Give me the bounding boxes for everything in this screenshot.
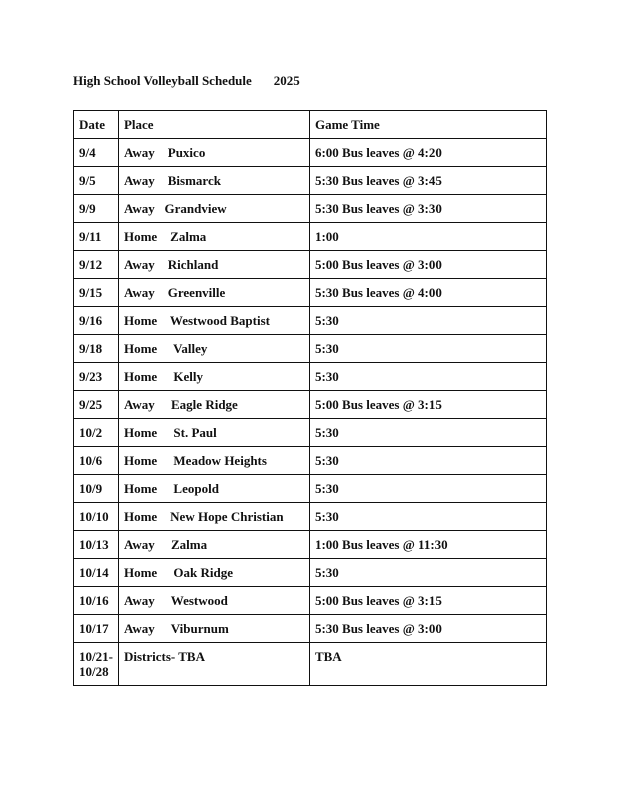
place-cell: Home Zalma [118, 223, 309, 251]
table-row [74, 195, 547, 223]
game-time-cell: 5:30 Bus leaves @ 3:00 [309, 615, 546, 643]
place-cell: Away Bismarck [118, 167, 309, 195]
date-cell: 10/17 [74, 615, 119, 643]
game-time-cell: 6:00 Bus leaves @ 4:20 [309, 139, 546, 167]
table-row [74, 447, 547, 475]
date-cell: 9/23 [74, 363, 119, 391]
date-cell: 10/16 [74, 587, 119, 615]
game-time-cell: 5:30 [309, 307, 546, 335]
table-row [74, 335, 547, 363]
date-cell: 9/15 [74, 279, 119, 307]
table-row [74, 419, 547, 447]
table-row [74, 363, 547, 391]
game-time-cell: 1:00 [309, 223, 546, 251]
game-time-cell: 5:30 [309, 503, 546, 531]
table-row [74, 475, 547, 503]
date-cell: 10/9 [74, 475, 119, 503]
table-row [74, 167, 547, 195]
column-header-place: Place [118, 111, 309, 139]
table-row [74, 643, 547, 686]
date-cell: 9/9 [74, 195, 119, 223]
game-time-cell: 5:30 [309, 447, 546, 475]
game-time-cell: 5:30 [309, 335, 546, 363]
game-time-cell: 5:30 Bus leaves @ 4:00 [309, 279, 546, 307]
date-cell: 10/14 [74, 559, 119, 587]
place-cell: Away Zalma [118, 531, 309, 559]
place-cell: Away Viburnum [118, 615, 309, 643]
table-row [74, 559, 547, 587]
game-time-cell: 5:30 Bus leaves @ 3:30 [309, 195, 546, 223]
table-row [74, 503, 547, 531]
table-row [74, 531, 547, 559]
place-cell: Home St. Paul [118, 419, 309, 447]
date-cell: 9/11 [74, 223, 119, 251]
table-row [74, 307, 547, 335]
place-cell: Away Grandview [118, 195, 309, 223]
game-time-cell: 5:30 [309, 419, 546, 447]
table-row [74, 587, 547, 615]
game-time-cell: 5:00 Bus leaves @ 3:15 [309, 587, 546, 615]
place-cell: Home Oak Ridge [118, 559, 309, 587]
date-cell [74, 643, 119, 686]
place-cell: Away Greenville [118, 279, 309, 307]
place-cell: Districts- TBA [118, 643, 309, 686]
title-year: 2025 [273, 73, 300, 88]
game-time-cell: 5:30 [309, 475, 546, 503]
place-cell: Home Kelly [118, 363, 309, 391]
place-cell: Away Eagle Ridge [118, 391, 309, 419]
date-range-end: 10/28 [79, 664, 109, 679]
date-cell: 10/10 [74, 503, 119, 531]
place-cell: Home Leopold [118, 475, 309, 503]
column-header-date: Date [74, 111, 119, 139]
game-time-cell: 5:00 Bus leaves @ 3:15 [309, 391, 546, 419]
table-row [74, 251, 547, 279]
place-cell: Home Meadow Heights [118, 447, 309, 475]
game-time-cell: 5:00 Bus leaves @ 3:00 [309, 251, 546, 279]
date-cell: 10/2 [74, 419, 119, 447]
table-row [74, 139, 547, 167]
date-cell: 9/4 [74, 139, 119, 167]
place-cell: Home New Hope Christian [118, 503, 309, 531]
game-time-cell: 5:30 [309, 363, 546, 391]
date-cell: 9/25 [74, 391, 119, 419]
place-cell: Home Westwood Baptist [118, 307, 309, 335]
schedule-table [73, 110, 547, 686]
page-title [73, 73, 300, 89]
place-cell: Away Westwood [118, 587, 309, 615]
date-cell: 9/16 [74, 307, 119, 335]
game-time-cell: TBA [309, 643, 546, 686]
table-header-row [74, 111, 547, 139]
place-cell: Away Richland [118, 251, 309, 279]
date-cell: 9/18 [74, 335, 119, 363]
game-time-cell: 1:00 Bus leaves @ 11:30 [309, 531, 546, 559]
date-cell: 10/13 [74, 531, 119, 559]
place-cell: Away Puxico [118, 139, 309, 167]
table-row [74, 279, 547, 307]
game-time-cell: 5:30 Bus leaves @ 3:45 [309, 167, 546, 195]
table-row [74, 391, 547, 419]
table-row [74, 615, 547, 643]
column-header-game-time: Game Time [309, 111, 546, 139]
game-time-cell: 5:30 [309, 559, 546, 587]
table-row [74, 223, 547, 251]
date-cell: 9/12 [74, 251, 119, 279]
date-range-start: 10/21- [79, 649, 113, 664]
date-cell: 9/5 [74, 167, 119, 195]
title-text: High School Volleyball Schedule [73, 73, 252, 88]
place-cell: Home Valley [118, 335, 309, 363]
date-cell: 10/6 [74, 447, 119, 475]
